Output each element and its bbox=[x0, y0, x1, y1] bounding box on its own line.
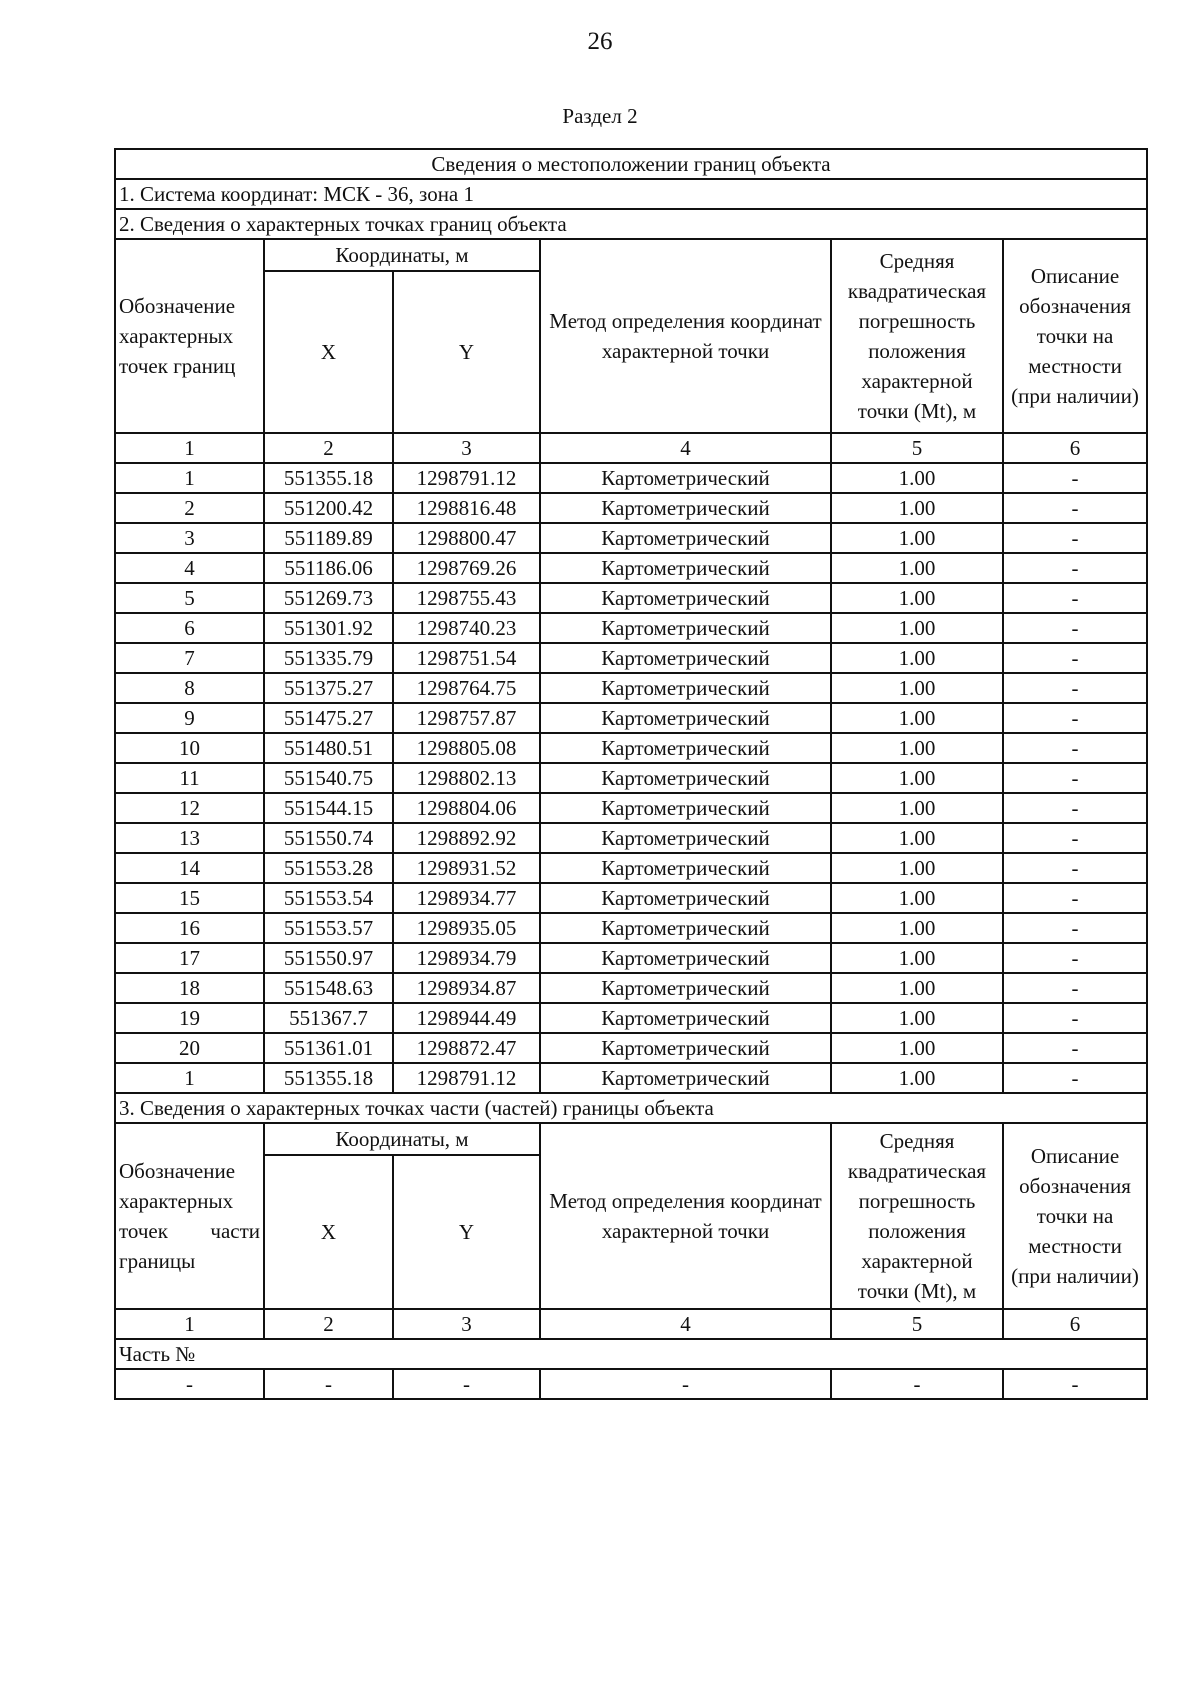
description: - bbox=[1003, 1003, 1147, 1033]
description: - bbox=[1003, 793, 1147, 823]
coord-y: - bbox=[393, 1369, 540, 1399]
point-number: 16 bbox=[115, 913, 264, 943]
coord-y: 1298755.43 bbox=[393, 583, 540, 613]
point-number: 6 bbox=[115, 613, 264, 643]
column-number: 6 bbox=[1003, 433, 1147, 463]
parts-section-title: 3. Сведения о характерных точках части (частей) границы объекта bbox=[115, 1093, 1147, 1123]
header-method-part: Метод определения координат характерной точки bbox=[540, 1123, 831, 1309]
method: Картометрический bbox=[540, 913, 831, 943]
column-numbers-row-part bbox=[115, 1309, 1147, 1339]
coord-x: 551480.51 bbox=[264, 733, 393, 763]
coord-y: 1298934.87 bbox=[393, 973, 540, 1003]
header-error: Средняя квадратическая погрешность положения характерной точки (Mt), м bbox=[831, 239, 1003, 433]
header-x: X bbox=[264, 271, 393, 433]
description: - bbox=[1003, 973, 1147, 1003]
description: - bbox=[1003, 583, 1147, 613]
coord-x: 551186.06 bbox=[264, 553, 393, 583]
coord-x: 551540.75 bbox=[264, 763, 393, 793]
description: - bbox=[1003, 523, 1147, 553]
point-number: 13 bbox=[115, 823, 264, 853]
method: Картометрический bbox=[540, 703, 831, 733]
coord-x: 551269.73 bbox=[264, 583, 393, 613]
description: - bbox=[1003, 673, 1147, 703]
coord-x: 551301.92 bbox=[264, 613, 393, 643]
coord-x: 551550.74 bbox=[264, 823, 393, 853]
table-row bbox=[115, 553, 1147, 583]
column-number: 3 bbox=[393, 1309, 540, 1339]
coord-y: 1298934.77 bbox=[393, 883, 540, 913]
table-row bbox=[115, 613, 1147, 643]
column-number: 6 bbox=[1003, 1309, 1147, 1339]
method: Картометрический bbox=[540, 493, 831, 523]
error-mt: 1.00 bbox=[831, 733, 1003, 763]
coord-y: 1298764.75 bbox=[393, 673, 540, 703]
column-number: 5 bbox=[831, 1309, 1003, 1339]
description: - bbox=[1003, 943, 1147, 973]
description: - bbox=[1003, 1369, 1147, 1399]
table-title: Сведения о местоположении границ объекта bbox=[115, 149, 1147, 179]
coord-y: 1298892.92 bbox=[393, 823, 540, 853]
method: Картометрический bbox=[540, 1003, 831, 1033]
method: Картометрический bbox=[540, 1033, 831, 1063]
point-number: 7 bbox=[115, 643, 264, 673]
error-mt: 1.00 bbox=[831, 643, 1003, 673]
coord-y: 1298802.13 bbox=[393, 763, 540, 793]
point-number: 20 bbox=[115, 1033, 264, 1063]
error-mt: 1.00 bbox=[831, 463, 1003, 493]
table-row bbox=[115, 703, 1147, 733]
coord-x: 551361.01 bbox=[264, 1033, 393, 1063]
method: Картометрический bbox=[540, 523, 831, 553]
method: Картометрический bbox=[540, 793, 831, 823]
table-row bbox=[115, 943, 1147, 973]
table-row bbox=[115, 823, 1147, 853]
error-mt: 1.00 bbox=[831, 493, 1003, 523]
header-x-part: X bbox=[264, 1155, 393, 1309]
point-number: 10 bbox=[115, 733, 264, 763]
point-number: 9 bbox=[115, 703, 264, 733]
description: - bbox=[1003, 1033, 1147, 1063]
error-mt: 1.00 bbox=[831, 763, 1003, 793]
method: Картометрический bbox=[540, 463, 831, 493]
table-row bbox=[115, 673, 1147, 703]
description: - bbox=[1003, 823, 1147, 853]
description: - bbox=[1003, 643, 1147, 673]
section-title: Раздел 2 bbox=[562, 104, 638, 128]
description: - bbox=[1003, 703, 1147, 733]
coord-y: 1298934.79 bbox=[393, 943, 540, 973]
coord-y: 1298944.49 bbox=[393, 1003, 540, 1033]
description: - bbox=[1003, 613, 1147, 643]
error-mt: 1.00 bbox=[831, 673, 1003, 703]
table-row bbox=[115, 1033, 1147, 1063]
method: Картометрический bbox=[540, 733, 831, 763]
column-number: 5 bbox=[831, 433, 1003, 463]
table-row bbox=[115, 883, 1147, 913]
coord-y: 1298769.26 bbox=[393, 553, 540, 583]
header-coordinates-part: Координаты, м bbox=[264, 1123, 540, 1155]
point-number: 8 bbox=[115, 673, 264, 703]
coord-x: 551550.97 bbox=[264, 943, 393, 973]
method: Картометрический bbox=[540, 853, 831, 883]
coord-x: 551548.63 bbox=[264, 973, 393, 1003]
coord-y: 1298791.12 bbox=[393, 463, 540, 493]
header-description: Описание обозначения точки на местности (при наличии) bbox=[1003, 239, 1147, 433]
coord-y: 1298804.06 bbox=[393, 793, 540, 823]
coord-y: 1298816.48 bbox=[393, 493, 540, 523]
header-description-part: Описание обозначения точки на местности (при наличии) bbox=[1003, 1123, 1147, 1309]
coord-x: 551189.89 bbox=[264, 523, 393, 553]
description: - bbox=[1003, 883, 1147, 913]
error-mt: 1.00 bbox=[831, 913, 1003, 943]
error-mt: 1.00 bbox=[831, 973, 1003, 1003]
point-number: 15 bbox=[115, 883, 264, 913]
error-mt: 1.00 bbox=[831, 583, 1003, 613]
point-number: 18 bbox=[115, 973, 264, 1003]
error-mt: 1.00 bbox=[831, 1063, 1003, 1093]
coord-x: - bbox=[264, 1369, 393, 1399]
table-row bbox=[115, 1003, 1147, 1033]
error-mt: 1.00 bbox=[831, 793, 1003, 823]
page-number: 26 bbox=[587, 28, 613, 55]
point-number: - bbox=[115, 1369, 264, 1399]
description: - bbox=[1003, 853, 1147, 883]
description: - bbox=[1003, 493, 1147, 523]
table-row bbox=[115, 913, 1147, 943]
table-row bbox=[115, 643, 1147, 673]
header-method: Метод определения координат характерной точки bbox=[540, 239, 831, 433]
description: - bbox=[1003, 463, 1147, 493]
error-mt: 1.00 bbox=[831, 883, 1003, 913]
error-mt: 1.00 bbox=[831, 943, 1003, 973]
coord-y: 1298872.47 bbox=[393, 1033, 540, 1063]
method: Картометрический bbox=[540, 673, 831, 703]
method: Картометрический bbox=[540, 643, 831, 673]
error-mt: 1.00 bbox=[831, 613, 1003, 643]
coord-y: 1298931.52 bbox=[393, 853, 540, 883]
coord-y: 1298751.54 bbox=[393, 643, 540, 673]
coord-x: 551200.42 bbox=[264, 493, 393, 523]
point-number: 4 bbox=[115, 553, 264, 583]
column-number: 2 bbox=[264, 433, 393, 463]
table-row bbox=[115, 763, 1147, 793]
boundary-table-body bbox=[115, 149, 1147, 1399]
method: Картометрический bbox=[540, 763, 831, 793]
table-row bbox=[115, 853, 1147, 883]
point-number: 11 bbox=[115, 763, 264, 793]
description: - bbox=[1003, 763, 1147, 793]
coord-x: 551553.54 bbox=[264, 883, 393, 913]
part-label: Часть № bbox=[115, 1339, 1147, 1369]
column-number: 1 bbox=[115, 1309, 264, 1339]
method: Картометрический bbox=[540, 613, 831, 643]
method: Картометрический bbox=[540, 883, 831, 913]
error-mt: 1.00 bbox=[831, 523, 1003, 553]
coord-x: 551355.18 bbox=[264, 463, 393, 493]
error-mt: - bbox=[831, 1369, 1003, 1399]
coord-x: 551355.18 bbox=[264, 1063, 393, 1093]
coord-system: 1. Система координат: МСК - 36, зона 1 bbox=[115, 179, 1147, 209]
error-mt: 1.00 bbox=[831, 553, 1003, 583]
error-mt: 1.00 bbox=[831, 703, 1003, 733]
coord-x: 551553.57 bbox=[264, 913, 393, 943]
point-number: 3 bbox=[115, 523, 264, 553]
column-number: 1 bbox=[115, 433, 264, 463]
table-row bbox=[115, 1369, 1147, 1399]
coord-y: 1298740.23 bbox=[393, 613, 540, 643]
coord-y: 1298791.12 bbox=[393, 1063, 540, 1093]
point-number: 2 bbox=[115, 493, 264, 523]
coord-x: 551544.15 bbox=[264, 793, 393, 823]
method: Картометрический bbox=[540, 973, 831, 1003]
boundary-table bbox=[114, 148, 1148, 1400]
method: Картометрический bbox=[540, 583, 831, 613]
coord-y: 1298800.47 bbox=[393, 523, 540, 553]
table-row bbox=[115, 523, 1147, 553]
table-row bbox=[115, 1063, 1147, 1093]
point-number: 17 bbox=[115, 943, 264, 973]
method: Картометрический bbox=[540, 1063, 831, 1093]
header-y-part: Y bbox=[393, 1155, 540, 1309]
coord-x: 551475.27 bbox=[264, 703, 393, 733]
header-y: Y bbox=[393, 271, 540, 433]
point-number: 12 bbox=[115, 793, 264, 823]
method: - bbox=[540, 1369, 831, 1399]
error-mt: 1.00 bbox=[831, 853, 1003, 883]
coord-x: 551335.79 bbox=[264, 643, 393, 673]
method: Картометрический bbox=[540, 823, 831, 853]
description: - bbox=[1003, 913, 1147, 943]
method: Картометрический bbox=[540, 553, 831, 583]
coord-x: 551375.27 bbox=[264, 673, 393, 703]
table-row bbox=[115, 793, 1147, 823]
error-mt: 1.00 bbox=[831, 1003, 1003, 1033]
point-number: 5 bbox=[115, 583, 264, 613]
table-row bbox=[115, 463, 1147, 493]
point-number: 1 bbox=[115, 463, 264, 493]
coord-x: 551553.28 bbox=[264, 853, 393, 883]
header-point-label: Обозначение характерных точек границ bbox=[115, 239, 264, 433]
column-number: 3 bbox=[393, 433, 540, 463]
error-mt: 1.00 bbox=[831, 823, 1003, 853]
description: - bbox=[1003, 1063, 1147, 1093]
description: - bbox=[1003, 733, 1147, 763]
error-mt: 1.00 bbox=[831, 1033, 1003, 1063]
column-number: 2 bbox=[264, 1309, 393, 1339]
point-number: 19 bbox=[115, 1003, 264, 1033]
table-row bbox=[115, 733, 1147, 763]
points-section-title: 2. Сведения о характерных точках границ объекта bbox=[115, 209, 1147, 239]
coord-y: 1298757.87 bbox=[393, 703, 540, 733]
header-coordinates: Координаты, м bbox=[264, 239, 540, 271]
column-number: 4 bbox=[540, 433, 831, 463]
description: - bbox=[1003, 553, 1147, 583]
table-row bbox=[115, 973, 1147, 1003]
header-error-part: Средняя квадратическая погрешность положения характерной точки (Mt), м bbox=[831, 1123, 1003, 1309]
column-number: 4 bbox=[540, 1309, 831, 1339]
table-row bbox=[115, 493, 1147, 523]
coord-x: 551367.7 bbox=[264, 1003, 393, 1033]
table-row bbox=[115, 583, 1147, 613]
coord-y: 1298935.05 bbox=[393, 913, 540, 943]
point-number: 1 bbox=[115, 1063, 264, 1093]
header-part-point-label: Обозначение характерных точек части границы bbox=[115, 1123, 264, 1309]
coord-y: 1298805.08 bbox=[393, 733, 540, 763]
method: Картометрический bbox=[540, 943, 831, 973]
point-number: 14 bbox=[115, 853, 264, 883]
column-numbers-row bbox=[115, 433, 1147, 463]
